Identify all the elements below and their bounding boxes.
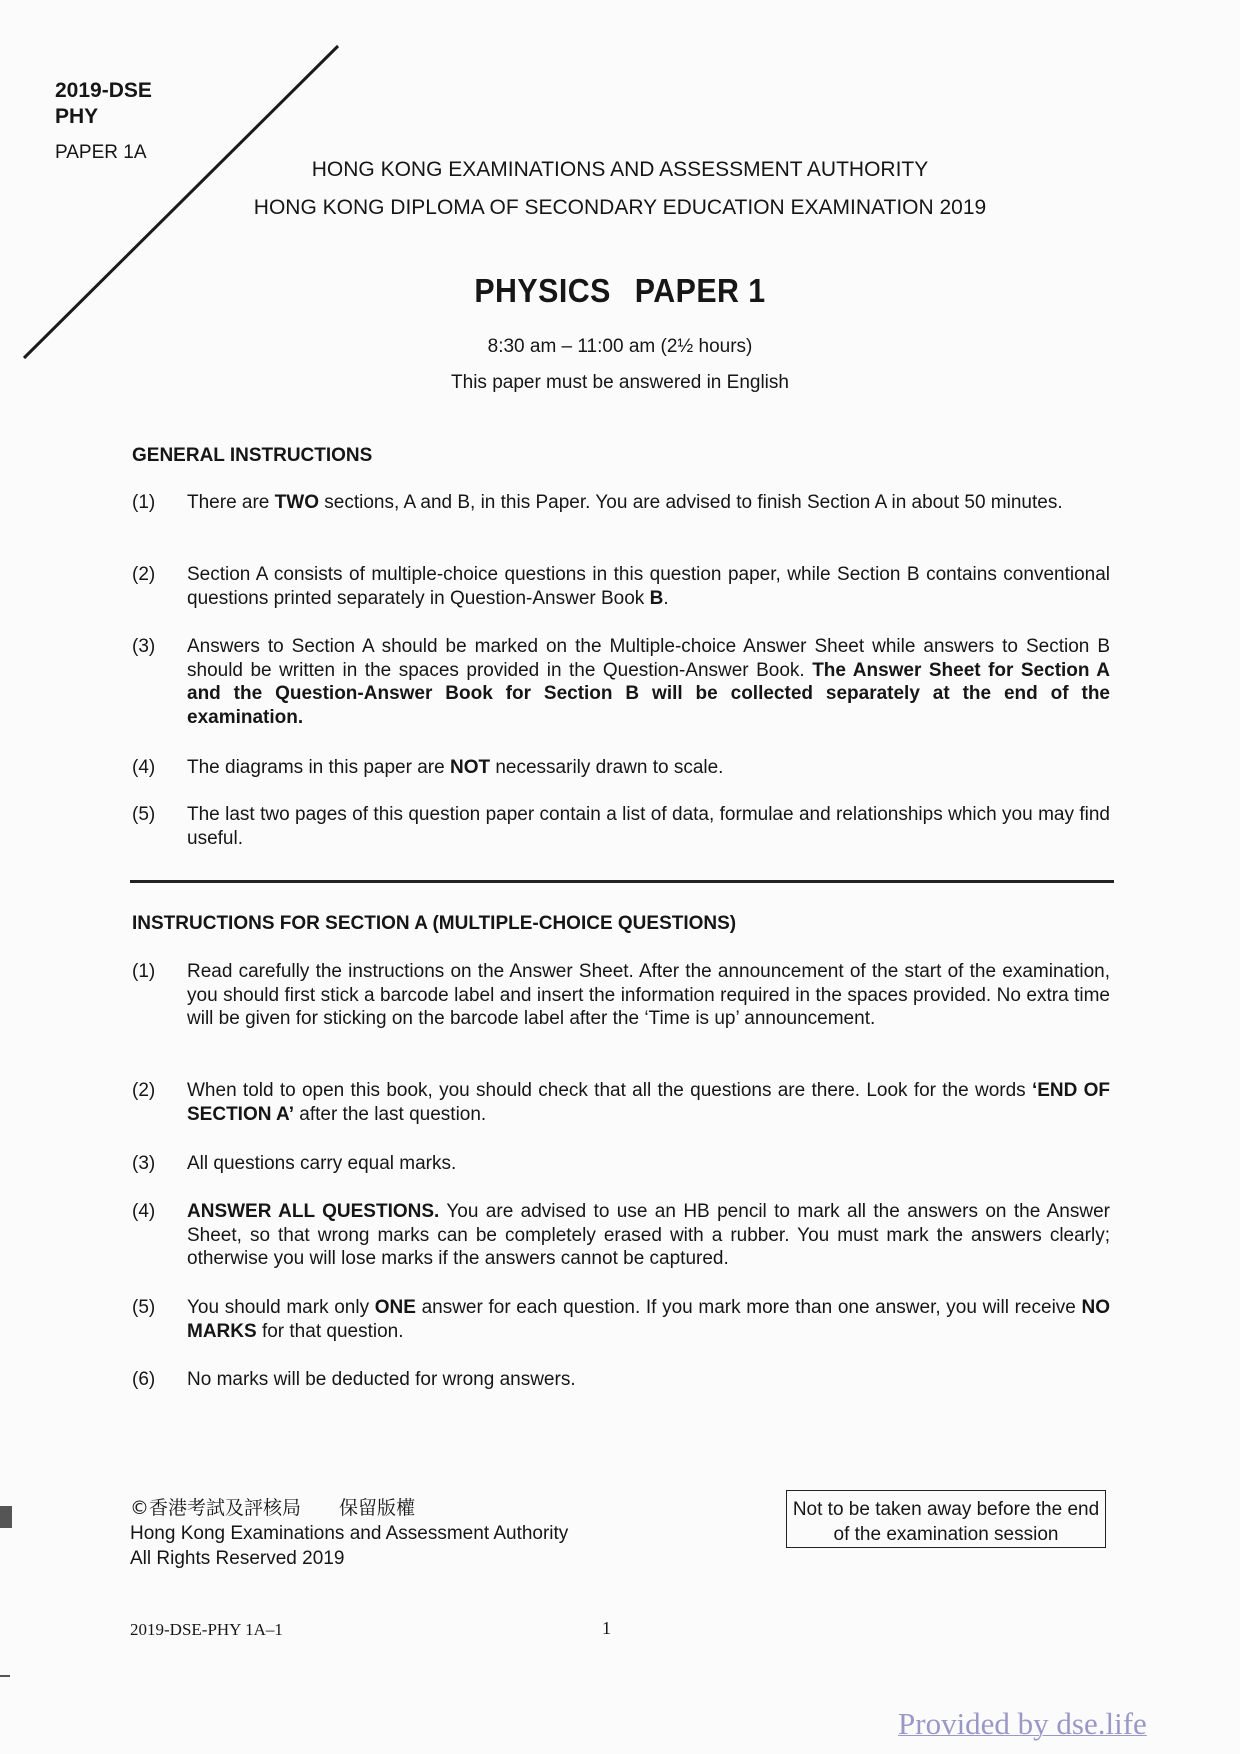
title-paper: PAPER 1 <box>634 272 766 309</box>
notice-box: Not to be taken away before the end of the examination session <box>786 1490 1106 1548</box>
item-text: You should mark only <box>187 1297 375 1318</box>
item-text: necessarily drawn to scale. <box>490 757 724 778</box>
watermark-link[interactable]: Provided by dse.life <box>898 1706 1147 1741</box>
paper-subject: PHY <box>55 105 99 128</box>
paper-part: PAPER 1A <box>55 142 147 163</box>
general-instruction-item <box>132 803 1110 850</box>
section-a-heading: INSTRUCTIONS FOR SECTION A (MULTIPLE-CHOICE QUESTIONS) <box>132 913 737 934</box>
exam-name: HONG KONG DIPLOMA OF SECONDARY EDUCATION EXAMINATION 2019 <box>253 196 987 219</box>
scan-edge-mark <box>0 1675 10 1677</box>
item-text: No marks will be deducted for wrong answers. <box>187 1369 576 1390</box>
paper-code: 2019-DSE <box>55 79 152 102</box>
section-a-instruction-item <box>132 1152 1110 1176</box>
item-emphasis: ONE <box>374 1297 416 1318</box>
copyright-authority: Hong Kong Examinations and Assessment Authority <box>130 1523 569 1544</box>
item-text: Read carefully the instructions on the Answer Sheet. After the announcement of the start of the examination, you should first stick a barcode label and insert the information required in the spaces provided. No extra time will be given for sticking on the barcode label after the ‘Time is up’ announcement. <box>187 961 1110 1029</box>
section-a-instruction-item <box>132 1296 1110 1343</box>
scan-edge-mark <box>0 1506 12 1528</box>
item-emphasis: ANSWER ALL QUESTIONS. <box>187 1201 440 1222</box>
section-a-instruction-item <box>132 960 1110 1031</box>
item-text: after the last question. <box>293 1103 487 1125</box>
item-number: (6) <box>132 1369 156 1390</box>
general-instruction-item <box>132 491 1110 515</box>
copyright-chinese: ©香港考試及評核局 保留版權 <box>130 1497 416 1519</box>
item-number: (1) <box>132 492 156 513</box>
item-text: Section A consists of multiple-choice questions in this question paper, while Section B contains conventional questions printed separately in Question-Answer Book <box>187 564 1110 609</box>
item-text: for that question. <box>256 1320 404 1342</box>
item-emphasis: NOT <box>449 757 491 778</box>
general-instruction-item <box>132 563 1110 610</box>
corner-diagonal-line <box>0 0 360 380</box>
item-text: sections, A and B, in this Paper. You are advised to finish Section A in about 50 minutes. <box>318 492 1063 513</box>
item-emphasis: B <box>649 587 664 609</box>
language-note: This paper must be answered in English <box>451 372 789 393</box>
general-instruction-item <box>132 635 1110 729</box>
paper-title <box>50 272 1191 310</box>
item-emphasis: ‘END OF SECTION A’ <box>187 1080 1110 1125</box>
section-a-instruction-item <box>132 1368 1110 1392</box>
item-emphasis: TWO <box>274 492 319 513</box>
item-text: All questions carry equal marks. <box>187 1153 457 1174</box>
section-divider <box>130 880 1114 883</box>
title-subject: PHYSICS <box>474 272 611 309</box>
item-number: (1) <box>132 961 156 982</box>
item-number: (3) <box>132 636 156 657</box>
general-instructions-heading: GENERAL INSTRUCTIONS <box>132 445 373 466</box>
exam-time: 8:30 am – 11:00 am (2½ hours) <box>487 336 753 357</box>
authority-name: HONG KONG EXAMINATIONS AND ASSESSMENT AUTHORITY <box>311 158 929 181</box>
paper-code-block <box>55 78 152 166</box>
copyright-block <box>130 1496 568 1571</box>
item-text: When told to open this book, you should check that all the questions are there. Look for the words <box>187 1080 1032 1101</box>
general-instruction-item <box>132 756 1110 780</box>
item-number: (5) <box>132 804 156 825</box>
section-a-instruction-item <box>132 1200 1110 1271</box>
section-a-instruction-item <box>132 1079 1110 1126</box>
item-number: (4) <box>132 757 156 778</box>
item-number: (2) <box>132 564 156 585</box>
item-text: The last two pages of this question paper contain a list of data, formulae and relationships which you may find useful. <box>187 804 1110 849</box>
item-text: answer for each question. If you mark more than one answer, you will receive <box>415 1297 1082 1318</box>
item-text: . <box>663 587 669 609</box>
item-number: (5) <box>132 1297 156 1318</box>
item-number: (2) <box>132 1080 156 1101</box>
item-text: The diagrams in this paper are <box>187 757 450 778</box>
item-number: (4) <box>132 1201 156 1222</box>
copyright-rights: All Rights Reserved 2019 <box>130 1548 345 1569</box>
item-text: You are advised to use an HB pencil to mark all the answers on the Answer Sheet, so that wrong marks can be completely erased with a rubber. You must mark the answers clearly; otherwise you will lose marks if the answers cannot be captured. <box>187 1201 1110 1269</box>
item-emphasis: The Answer Sheet for Section A and the Question-Answer Book for Section B will be collected separately at the end of the examination. <box>187 659 1111 728</box>
page-number: 1 <box>602 1618 611 1638</box>
footer-paper-code: 2019-DSE-PHY 1A–1 <box>130 1620 283 1639</box>
item-text: Answers to Section A should be marked on the Multiple-choice Answer Sheet while answers to Section B should be written in the spaces provided in the Question-Answer Book. <box>187 636 1110 681</box>
item-number: (3) <box>132 1153 156 1174</box>
item-emphasis: NO MARKS <box>187 1297 1111 1342</box>
item-text: There are <box>187 492 275 513</box>
